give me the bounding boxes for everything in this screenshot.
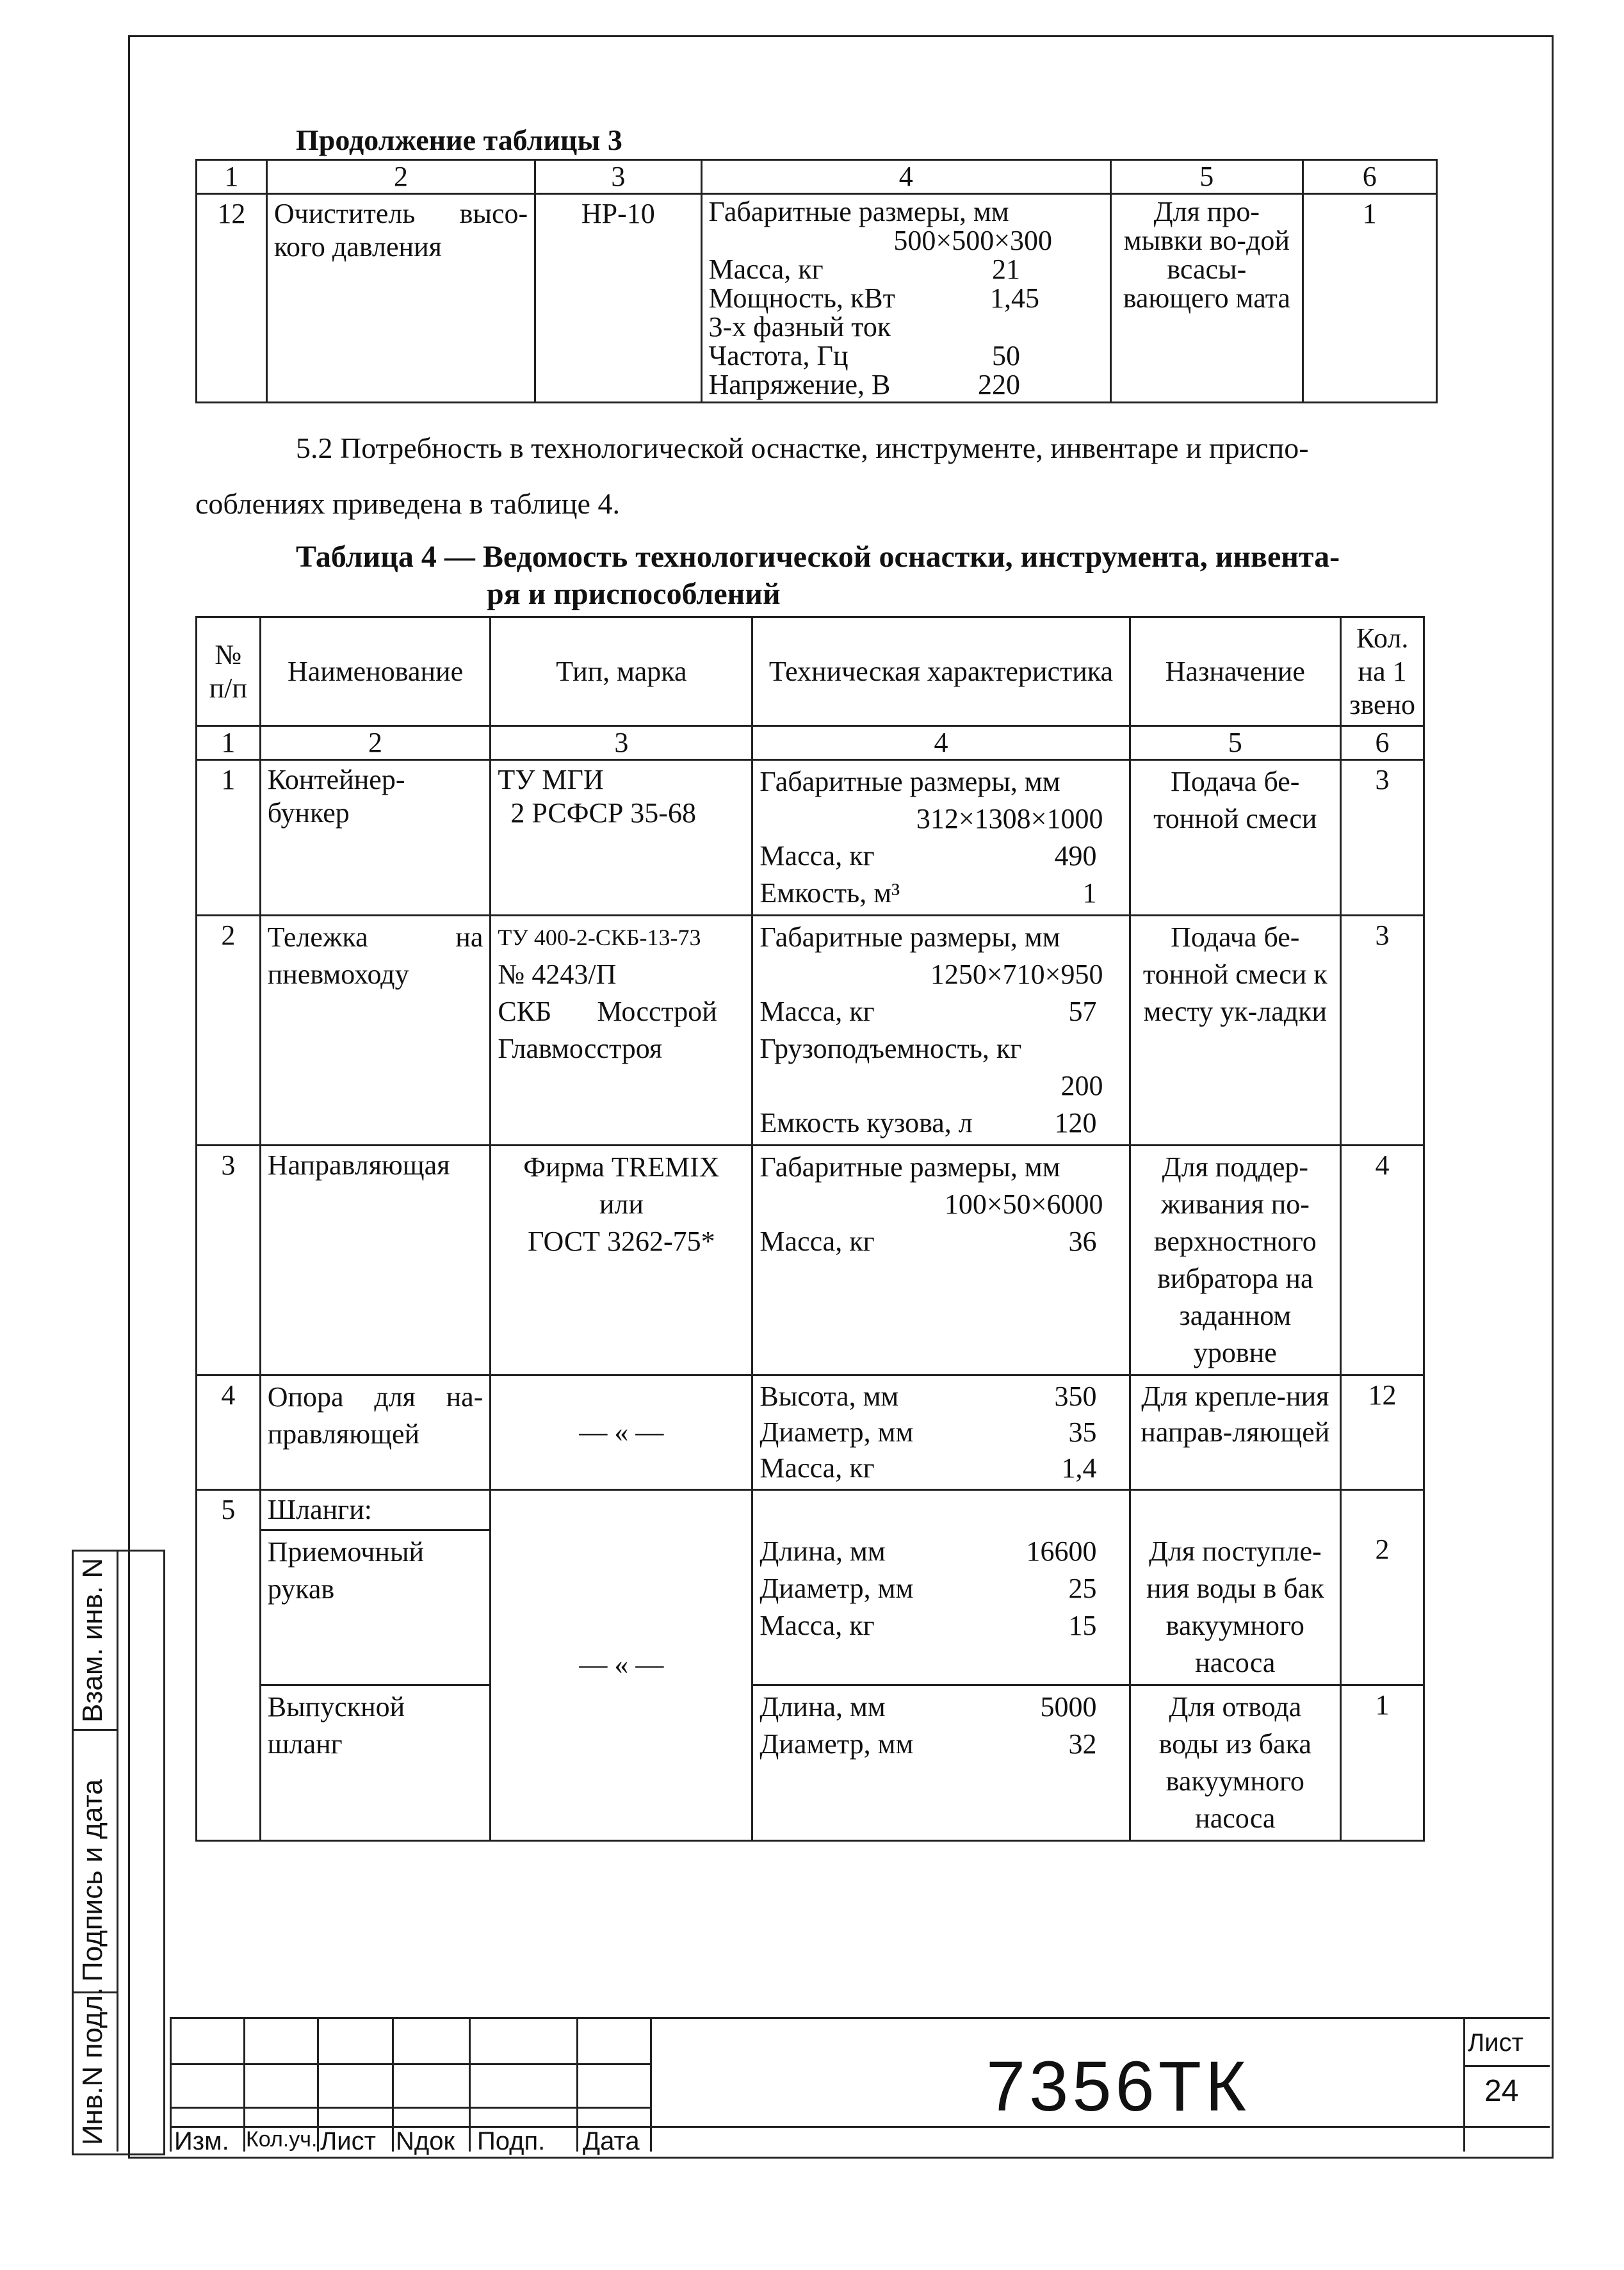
col-ndok: Nдок bbox=[396, 2127, 455, 2155]
type-line: или bbox=[599, 1188, 644, 1220]
type-line: ГОСТ 3262-75* bbox=[528, 1226, 715, 1257]
table3-continuation-title: Продолжение таблицы 3 bbox=[296, 124, 622, 156]
row-purpose: Подача бе-тонной смеси bbox=[1130, 760, 1341, 916]
type-line: ТУ 400-2-СКБ-13-73 bbox=[498, 925, 701, 950]
row-number: 2 bbox=[197, 916, 261, 1146]
spec-pair: Напряжение, В 220 bbox=[708, 369, 1021, 400]
type-line: ТУ МГИ bbox=[498, 764, 604, 795]
spec-line: Габаритные размеры, мм bbox=[759, 1151, 1060, 1183]
title-block-col bbox=[243, 2017, 245, 2152]
table4-title-cont: ря и приспособлений bbox=[487, 577, 781, 611]
table4-header-row bbox=[197, 617, 1424, 726]
row-spec bbox=[752, 1530, 1130, 1685]
row-name: Выпускной шланг bbox=[260, 1685, 491, 1840]
title-block-col bbox=[650, 2017, 652, 2152]
type-line: 2 РСФСР 35-68 bbox=[510, 797, 696, 829]
row-number: 5 bbox=[197, 1490, 261, 1841]
row-spec bbox=[701, 194, 1110, 403]
row-number: 4 bbox=[197, 1375, 261, 1490]
header-spec: Техническая характеристика bbox=[752, 617, 1130, 726]
spec-line: 500×500×300 bbox=[893, 225, 1053, 256]
side-stamp-line bbox=[72, 1729, 117, 1731]
table-subrow bbox=[197, 1685, 1424, 1840]
type-line: Главмосстроя bbox=[498, 1033, 663, 1064]
row-number: 1 bbox=[197, 760, 261, 916]
spec-line: 200 bbox=[1060, 1070, 1103, 1101]
spec-line: Габаритные размеры, мм bbox=[759, 766, 1060, 797]
row-purpose: Подача бе-тонной смеси к месту ук-ладки bbox=[1130, 916, 1341, 1146]
colnum: 3 bbox=[535, 160, 701, 194]
header-name: Наименование bbox=[260, 617, 491, 726]
row-spec bbox=[752, 916, 1130, 1146]
title-block-line bbox=[1463, 2065, 1550, 2067]
col-data: Дата bbox=[583, 2127, 640, 2155]
spec-pair: Емкость кузова, л 120 bbox=[759, 1107, 1097, 1139]
spec-pair: Масса, кг 57 bbox=[759, 996, 1097, 1027]
spec-pair: Масса, кг 21 bbox=[708, 254, 1021, 285]
type-line: СКБ Мосстрой bbox=[498, 996, 717, 1027]
paragraph-line: 5.2 Потребность в технологической оснастке, инструменте, инвентаре и приспо- bbox=[296, 432, 1309, 464]
row-name: Очиститель высо-кого давления bbox=[266, 194, 535, 403]
col-koluch: Кол.уч. bbox=[246, 2127, 318, 2152]
colnum: 5 bbox=[1130, 726, 1341, 760]
header-n: № п/п bbox=[197, 617, 261, 726]
title-block-col bbox=[392, 2017, 394, 2152]
table-row bbox=[197, 194, 1437, 403]
table-row bbox=[197, 916, 1424, 1146]
spec-line: Габаритные размеры, мм bbox=[759, 921, 1060, 953]
header-type: Тип, марка bbox=[491, 617, 752, 726]
row-qty: 3 bbox=[1341, 916, 1424, 1146]
spec-pair: Емкость, м³ 1 bbox=[759, 877, 1097, 909]
row-name: Опора для на-правляющей bbox=[260, 1375, 491, 1490]
table-row bbox=[197, 760, 1424, 916]
colnum: 2 bbox=[266, 160, 535, 194]
colnum: 2 bbox=[260, 726, 491, 760]
spec-pair: Диаметр, мм 32 bbox=[759, 1728, 1097, 1760]
row-qty: 12 bbox=[1341, 1375, 1424, 1490]
colnum: 1 bbox=[197, 160, 267, 194]
row-purpose: Для про-мывки во-дой всасы-вающего мата bbox=[1111, 194, 1303, 403]
row-purpose: Для крепле-ния направ-ляющей bbox=[1130, 1375, 1341, 1490]
colnum: 4 bbox=[752, 726, 1130, 760]
document-code: 7356ТК bbox=[986, 2047, 1250, 2126]
row-purpose: Для отвода воды из бака вакуумного насоса bbox=[1130, 1685, 1341, 1840]
title-block-col bbox=[317, 2017, 319, 2152]
col-podp: Подп. bbox=[477, 2127, 546, 2155]
table-row bbox=[197, 1375, 1424, 1490]
spec-pair: Длина, мм 16600 bbox=[759, 1535, 1097, 1567]
header-purpose: Назначение bbox=[1130, 617, 1341, 726]
table4-title: Таблица 4 — Ведомость технологической оснастки, инструмента, инвента- bbox=[296, 540, 1340, 574]
colnum: 5 bbox=[1111, 160, 1303, 194]
row-spec bbox=[752, 760, 1130, 916]
spec-pair: Масса, кг 36 bbox=[759, 1226, 1097, 1257]
title-block-top-line bbox=[170, 2017, 1550, 2019]
title-block-col bbox=[170, 2017, 172, 2152]
type-line: № 4243/П bbox=[498, 959, 617, 990]
spec-pair: Частота, Гц 50 bbox=[708, 340, 1021, 371]
spec-pair: Диаметр, мм 35 bbox=[759, 1416, 1097, 1448]
table3-colnum-row bbox=[197, 160, 1437, 194]
row-type bbox=[491, 1146, 752, 1375]
row-type: — « — bbox=[491, 1490, 752, 1841]
spec-pair: Масса, кг 490 bbox=[759, 840, 1097, 872]
colnum: 1 bbox=[197, 726, 261, 760]
paragraph-line: соблениях приведена в таблице 4. bbox=[195, 487, 620, 520]
spec-pair: Масса, кг 15 bbox=[759, 1609, 1097, 1641]
spec-pair: Масса, кг 1,4 bbox=[759, 1452, 1097, 1484]
title-block-col bbox=[1463, 2017, 1465, 2152]
spec-pair: Длина, мм 5000 bbox=[759, 1690, 1097, 1723]
spec-line: Габаритные размеры, мм bbox=[708, 196, 1009, 227]
spec-pair: Высота, мм 350 bbox=[759, 1381, 1097, 1412]
spec-line: 100×50×6000 bbox=[944, 1188, 1103, 1220]
row-purpose: Для поддер-живания по-верхностного вибратора на заданном уровне bbox=[1130, 1146, 1341, 1375]
side-inv-podl-label: Инв.N подл. bbox=[77, 1987, 108, 2145]
sheet-number: 24 bbox=[1484, 2074, 1519, 2108]
row-qty: 2 bbox=[1341, 1530, 1424, 1685]
row-name: Контейнер-бункер bbox=[260, 760, 491, 916]
row-number: 3 bbox=[197, 1146, 261, 1375]
colnum: 3 bbox=[491, 726, 752, 760]
row-purpose: Для поступле-ния воды в бак вакуумного насоса bbox=[1130, 1530, 1341, 1685]
row-name: Приемочный рукав bbox=[260, 1530, 491, 1685]
title-block-line bbox=[170, 2126, 1550, 2128]
row-qty: 4 bbox=[1341, 1146, 1424, 1375]
row-qty: 3 bbox=[1341, 760, 1424, 916]
col-izm: Изм. bbox=[174, 2127, 229, 2155]
sheet-label: Лист bbox=[1468, 2029, 1523, 2057]
spec-line: Грузоподъемность, кг bbox=[759, 1033, 1022, 1064]
table4-colnum-row bbox=[197, 726, 1424, 760]
row-qty: 1 bbox=[1303, 194, 1436, 403]
side-vzam-label: Взам. инв. N bbox=[77, 1557, 108, 1723]
row-spec bbox=[752, 1685, 1130, 1840]
spec-pair: Диаметр, мм 25 bbox=[759, 1572, 1097, 1604]
table3 bbox=[195, 159, 1438, 403]
row-type bbox=[491, 760, 752, 916]
row-spec bbox=[752, 1146, 1130, 1375]
row-type: — « — bbox=[491, 1375, 752, 1490]
colnum: 6 bbox=[1341, 726, 1424, 760]
row-type bbox=[491, 916, 752, 1146]
header-qty: Кол. на 1 звено bbox=[1341, 617, 1424, 726]
table-subrow bbox=[197, 1530, 1424, 1685]
title-block-col bbox=[469, 2017, 471, 2152]
spec-pair: Мощность, кВт 1,45 bbox=[708, 282, 1040, 314]
title-block-col bbox=[576, 2017, 578, 2152]
col-list: Лист bbox=[320, 2127, 376, 2155]
type-line: Фирма TREMIX bbox=[523, 1151, 720, 1183]
spec-line: 312×1308×1000 bbox=[916, 803, 1103, 834]
row-name: Тележка на пневмоходу bbox=[260, 916, 491, 1146]
table4 bbox=[195, 616, 1425, 1842]
colnum: 6 bbox=[1303, 160, 1436, 194]
table-row bbox=[197, 1490, 1424, 1530]
table-row bbox=[197, 1146, 1424, 1375]
row-name: Шланги: bbox=[260, 1490, 491, 1530]
side-podpis-label: Подпись и дата bbox=[77, 1779, 108, 1982]
spec-line: 1250×710×950 bbox=[930, 959, 1103, 990]
row-name: Направляющая bbox=[260, 1146, 491, 1375]
colnum: 4 bbox=[701, 160, 1110, 194]
row-type: HP-10 bbox=[535, 194, 701, 403]
spec-line: 3-х фазный ток bbox=[708, 311, 891, 343]
row-spec bbox=[752, 1375, 1130, 1490]
row-number: 12 bbox=[197, 194, 267, 403]
side-stamp-divider bbox=[117, 1550, 118, 2152]
row-qty: 1 bbox=[1341, 1685, 1424, 1840]
